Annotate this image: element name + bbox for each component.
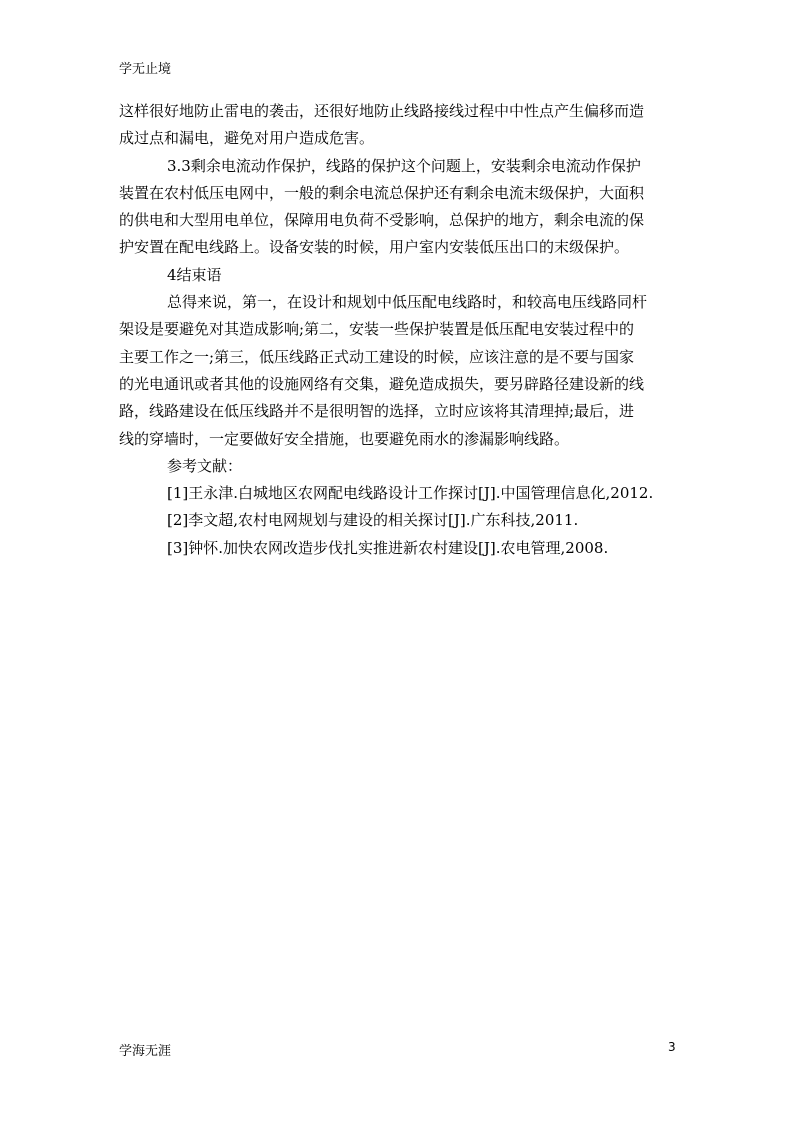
body-line: 主要工作之一;第三，低压线路正式动工建设的时候，应该注意的是不要与国家 [119, 347, 635, 366]
page-header: 学无止境 [119, 62, 172, 77]
reference-item: [3]钟怀.加快农网改造步伐扎实推进新农村建设[J].农电管理,2008. [167, 538, 609, 557]
body-line: 这样很好地防止雷电的袭击，还很好地防止线路接线过程中中性点产生偏移而造 [119, 102, 645, 120]
body-line: 路，线路建设在低压线路并不是很明智的选择，立时应该将其清理掉;最后，进 [119, 402, 635, 421]
body-line: 护安置在配电线路上。设备安装的时候，用户室内安装低压出口的末级保护。 [119, 238, 630, 257]
body-line: 的供电和大型用电单位，保障用电负荷不受影响，总保护的地方，剩余电流的保 [119, 211, 645, 230]
references-heading: 参考文献： [167, 456, 243, 475]
reference-item: [2]李文超,农村电网规划与建设的相关探讨[J].广东科技,2011. [167, 511, 579, 530]
body-line: 成过点和漏电，避免对用户造成危害。 [119, 129, 375, 148]
document-body [119, 98, 679, 562]
section-paragraph: 3.3剩余电流动作保护，线路的保护这个问题上，安装剩余电流动作保护 [167, 156, 641, 175]
body-line: 装置在农村低压电网中，一般的剩余电流总保护还有剩余电流末级保护，大面积 [119, 183, 645, 202]
body-line: 线的穿墙时，一定要做好安全措施，也要避免雨水的渗漏影响线路。 [119, 429, 570, 448]
page-footer: 学海无涯 [119, 1044, 172, 1059]
body-line: 的光电通讯或者其他的设施网络有交集，避免造成损失，要另辟路径建设新的线 [119, 374, 645, 393]
page-number: 3 [668, 1040, 676, 1054]
conclusion-paragraph: 总得来说，第一，在设计和规划中低压配电线路时，和较高电压线路同杆 [167, 293, 648, 312]
section-heading: 4结束语 [167, 265, 222, 284]
body-line: 架设是要避免对其造成影响;第二，安装一些保护装置是低压配电安装过程中的 [119, 320, 635, 339]
reference-item: [1]王永津.白城地区农网配电线路设计工作探讨[J].中国管理信息化,2012. [167, 484, 654, 503]
